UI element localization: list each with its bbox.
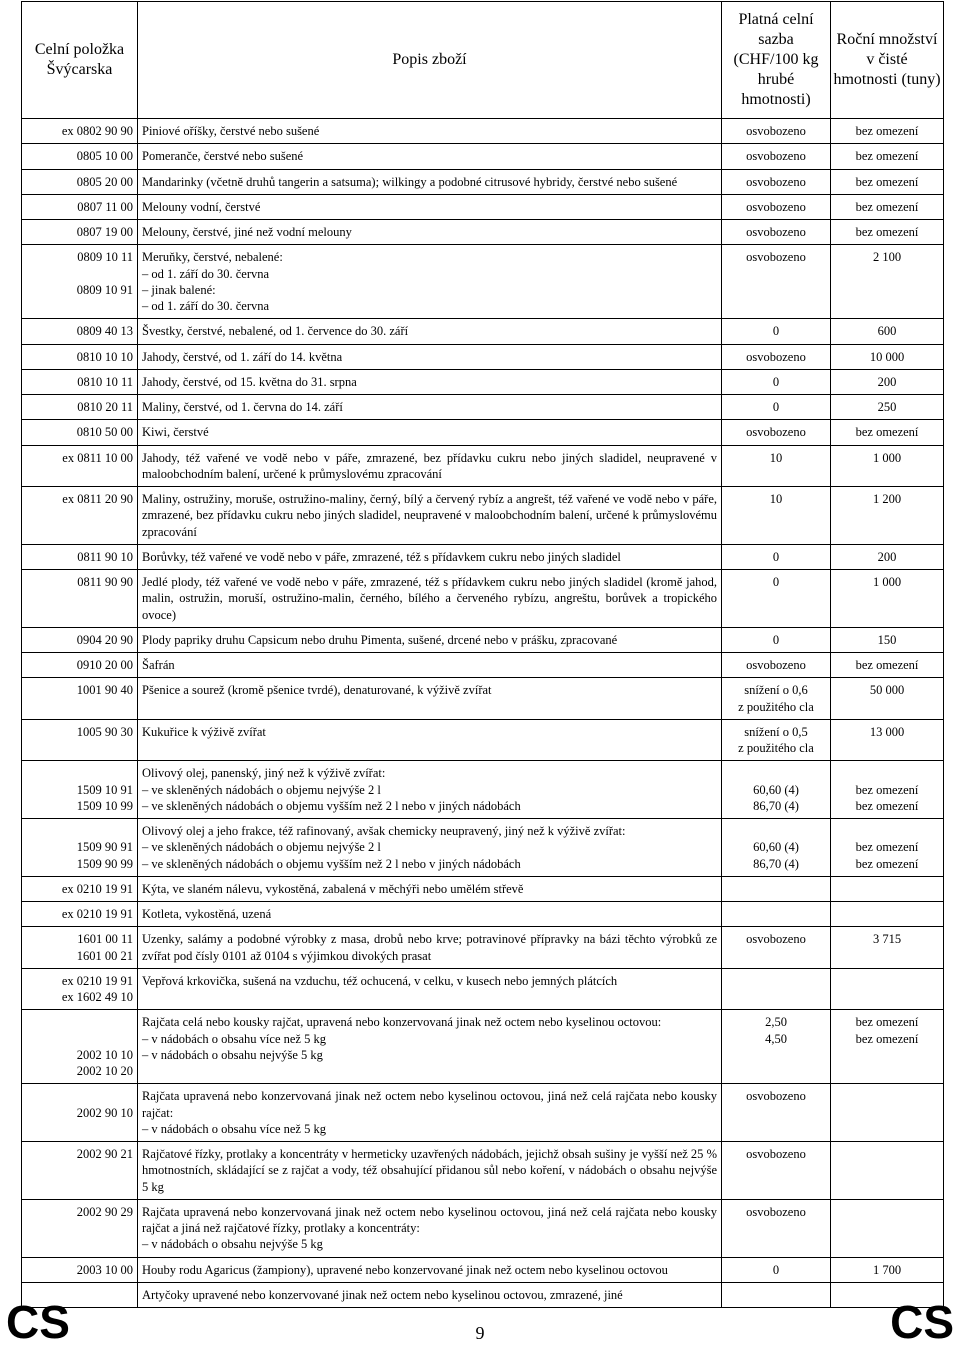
- table-row: [22, 927, 944, 969]
- cell-quantity: 1 000: [831, 445, 944, 487]
- description-line: Meruňky, čerstvé, nebalené:: [142, 250, 283, 265]
- header-description: Popis zboží: [138, 2, 722, 119]
- table-row: [22, 819, 944, 877]
- page-footer: [0, 1291, 960, 1348]
- cell-quantity: 150: [831, 627, 944, 652]
- tariff-table: [21, 1, 944, 1308]
- cell-quantity: bez omezení bez omezení: [831, 1010, 944, 1084]
- description-line: Olivový olej, panenský, jiný než k výživě zvířat:: [142, 766, 386, 781]
- cell-description: [138, 678, 722, 720]
- cell-rate: 10: [722, 445, 831, 487]
- table-row: [22, 761, 944, 819]
- table-row: [22, 245, 944, 319]
- cell-description: [138, 445, 722, 487]
- cell-quantity: 3 715: [831, 927, 944, 969]
- cell-description: [138, 1142, 722, 1200]
- description-line: Pšenice a sourež (kromě pšenice tvrdé), denaturované, k výživě zvířat: [142, 683, 492, 698]
- cell-code: ex 0210 19 91 ex 1602 49 10: [22, 968, 138, 1010]
- table-row: [22, 144, 944, 169]
- cell-code: ex 0210 19 91: [22, 902, 138, 927]
- table-row: [22, 169, 944, 194]
- table-row: [22, 1142, 944, 1200]
- description-line: Jahody, čerstvé, od 1. září do 14. května: [142, 349, 343, 364]
- cell-description: [138, 344, 722, 369]
- description-line: Olivový olej a jeho frakce, též rafinovaný, avšak chemicky neupravený, jiný než k výživě zvířat:: [142, 824, 626, 838]
- description-line: – od 1. září do 30. června: [142, 299, 270, 313]
- description-line: Houby rodu Agaricus (žampiony), upravené nebo konzervované jinak než octem nebo kyselinou octovou: [142, 1262, 668, 1277]
- description-line: Pomeranče, čerstvé nebo sušené: [142, 149, 304, 164]
- cell-description: [138, 968, 722, 1010]
- cell-quantity: 13 000: [831, 719, 944, 761]
- cell-rate: osvobozeno: [722, 169, 831, 194]
- table-row: [22, 1199, 944, 1257]
- description-line: Jahody, též vařené ve vodě nebo v páře, zmrazené, bez přídavku cukru nebo jiných sladidel, neupravené v maloobchodním balení, určené k průmyslovému zpracování: [142, 450, 717, 481]
- cell-rate: 0: [722, 369, 831, 394]
- cell-rate: [722, 968, 831, 1010]
- description-line: Artyčoky upravené nebo konzervované jinak než octem nebo kyselinou octovou, zmrazené, jiné: [142, 1287, 623, 1302]
- cell-description: [138, 761, 722, 819]
- cell-code: 2002 90 21: [22, 1142, 138, 1200]
- cell-quantity: [831, 1199, 944, 1257]
- cell-code: 2003 10 00: [22, 1257, 138, 1282]
- header-rate: Platná celní sazba (CHF/100 kg hrubé hmotnosti): [722, 2, 831, 119]
- cell-rate: snížení o 0,6 z použitého cla: [722, 678, 831, 720]
- cell-description: [138, 420, 722, 445]
- cell-rate: osvobozeno: [722, 194, 831, 219]
- cell-code: 2002 90 10: [22, 1084, 138, 1142]
- cell-rate: osvobozeno: [722, 220, 831, 245]
- cell-rate: osvobozeno: [722, 119, 831, 144]
- cell-rate: osvobozeno: [722, 1199, 831, 1257]
- description-line: Kotleta, vykostěná, uzená: [142, 907, 272, 921]
- cell-quantity: bez omezení: [831, 194, 944, 219]
- cell-code: 1509 10 91 1509 10 99: [22, 761, 138, 819]
- cell-description: [138, 927, 722, 969]
- cell-rate: osvobozeno: [722, 144, 831, 169]
- cell-rate: 60,60 (4) 86,70 (4): [722, 819, 831, 877]
- cell-description: [138, 319, 722, 344]
- description-line: Rajčata celá nebo kousky rajčat, upravená nebo konzervovaná jinak než octem nebo kyselinou octovou:: [142, 1015, 662, 1030]
- cell-quantity: [831, 902, 944, 927]
- cell-rate: 0: [722, 319, 831, 344]
- description-line: Borůvky, též vařené ve vodě nebo v páře, zmrazené, též s přídavkem cukru nebo jiných sladidel: [142, 549, 621, 564]
- cell-rate: 10: [722, 487, 831, 545]
- cell-quantity: bez omezení: [831, 220, 944, 245]
- cell-rate: osvobozeno: [722, 653, 831, 678]
- cell-quantity: bez omezení: [831, 653, 944, 678]
- cell-code: 0805 10 00: [22, 144, 138, 169]
- cell-code: 0810 50 00: [22, 420, 138, 445]
- cell-rate: [722, 876, 831, 901]
- table-row: [22, 1257, 944, 1282]
- cell-quantity: 50 000: [831, 678, 944, 720]
- cell-code: 0809 40 13: [22, 319, 138, 344]
- cell-quantity: bez omezení: [831, 144, 944, 169]
- description-line: Maliny, čerstvé, od 1. června do 14. září: [142, 400, 343, 414]
- cell-quantity: 1 200: [831, 487, 944, 545]
- description-line: Kiwi, čerstvé: [142, 425, 209, 440]
- cell-code: 1001 90 40: [22, 678, 138, 720]
- cell-quantity: bez omezení bez omezení: [831, 819, 944, 877]
- cell-description: [138, 194, 722, 219]
- cell-quantity: [831, 968, 944, 1010]
- language-mark-left: CS: [6, 1296, 70, 1348]
- cell-description: [138, 119, 722, 144]
- description-line: – od 1. září do 30. června: [142, 266, 270, 281]
- cell-description: [138, 144, 722, 169]
- cell-code: 1005 90 30: [22, 719, 138, 761]
- description-line: – ve skleněných nádobách o objemu nejvýše 2 l: [142, 840, 381, 855]
- cell-description: [138, 627, 722, 652]
- table-header: [22, 2, 944, 119]
- table-row: [22, 220, 944, 245]
- cell-description: [138, 719, 722, 761]
- cell-rate: 0: [722, 395, 831, 420]
- cell-quantity: bez omezení bez omezení: [831, 761, 944, 819]
- cell-description: [138, 220, 722, 245]
- cell-code: 0805 20 00: [22, 169, 138, 194]
- cell-description: [138, 245, 722, 319]
- table-row: [22, 876, 944, 901]
- description-line: – ve skleněných nádobách o objemu vyšším než 2 l nebo v jiných nádobách: [142, 856, 521, 871]
- table-row: [22, 570, 944, 628]
- table-row: [22, 194, 944, 219]
- cell-rate: 0: [722, 544, 831, 569]
- description-line: – ve skleněných nádobách o objemu nejvýše 2 l: [142, 782, 381, 797]
- cell-rate: osvobozeno: [722, 927, 831, 969]
- cell-code: 0910 20 00: [22, 653, 138, 678]
- table-row: [22, 627, 944, 652]
- cell-quantity: 1 000: [831, 570, 944, 628]
- cell-description: [138, 1257, 722, 1282]
- cell-quantity: bez omezení: [831, 420, 944, 445]
- cell-code: ex 0811 10 00: [22, 445, 138, 487]
- cell-code: 0811 90 10: [22, 544, 138, 569]
- table-row: [22, 395, 944, 420]
- cell-description: [138, 169, 722, 194]
- table-row: [22, 319, 944, 344]
- page-number: 9: [475, 1323, 485, 1343]
- cell-description: [138, 876, 722, 901]
- header-quantity: Roční množství v čisté hmotnosti (tuny): [831, 2, 944, 119]
- cell-description: [138, 369, 722, 394]
- table-row: [22, 678, 944, 720]
- cell-quantity: 600: [831, 319, 944, 344]
- table-body: [22, 119, 944, 1308]
- cell-description: [138, 395, 722, 420]
- cell-quantity: 200: [831, 369, 944, 394]
- description-line: Rajčata upravená nebo konzervovaná jinak než octem nebo kyselinou octovou, jiná než celá rajčata nebo kousky rajčat a jiná než rajčatové řízky, protlaky a koncentráty:: [142, 1204, 717, 1235]
- cell-rate: 0: [722, 1257, 831, 1282]
- description-line: – ve skleněných nádobách o objemu vyšším než 2 l nebo v jiných nádobách: [142, 798, 521, 813]
- table-row: [22, 1084, 944, 1142]
- cell-quantity: 250: [831, 395, 944, 420]
- cell-rate: osvobozeno: [722, 344, 831, 369]
- cell-quantity: bez omezení: [831, 119, 944, 144]
- description-line: Maliny, ostružiny, moruše, ostružino-maliny, černý, bílý a červený rybíz a angrešt, též vařené ve vodě nebo v páře, zmrazené, bez přídavku cukru nebo jiných sladidel, neupravené v maloobchodním balení, určené k průmyslovému zpracování: [142, 492, 717, 539]
- cell-code: 2002 10 10 2002 10 20: [22, 1010, 138, 1084]
- cell-code: 0807 11 00: [22, 194, 138, 219]
- table-row: [22, 445, 944, 487]
- cell-rate: osvobozeno: [722, 245, 831, 319]
- cell-code: 0904 20 90: [22, 627, 138, 652]
- cell-quantity: 10 000: [831, 344, 944, 369]
- header-code: Celní položka Švýcarska: [22, 2, 138, 119]
- description-line: – jinak balené:: [142, 282, 216, 297]
- cell-rate: 0: [722, 570, 831, 628]
- description-line: Rajčatové řízky, protlaky a koncentráty v hermeticky uzavřených nádobách, jejichž obsah sušiny je vyšší než 25 % hmotnostních, skládající se z rajčat a vody, též obsahující přidanou sůl nebo koření, v nádobách o obsahu nejvýše 5 kg: [142, 1147, 717, 1194]
- cell-rate: osvobozeno: [722, 420, 831, 445]
- cell-rate: [722, 902, 831, 927]
- table-row: [22, 119, 944, 144]
- cell-code: 0810 20 11: [22, 395, 138, 420]
- table-row: [22, 902, 944, 927]
- cell-quantity: [831, 1142, 944, 1200]
- cell-code: 0809 10 11 0809 10 91: [22, 245, 138, 319]
- description-line: Švestky, čerstvé, nebalené, od 1. července do 30. září: [142, 324, 409, 339]
- cell-quantity: [831, 1084, 944, 1142]
- description-line: Mandarinky (včetně druhů tangerin a satsuma); wilkingy a podobné citrusové hybridy, čerstvé nebo sušené: [142, 174, 678, 189]
- cell-rate: osvobozeno: [722, 1142, 831, 1200]
- cell-code: ex 0802 90 90: [22, 119, 138, 144]
- language-mark-right: CS: [890, 1296, 954, 1348]
- description-line: Kýta, ve slaném nálevu, vykostěná, zabalená v měchýři nebo umělém střevě: [142, 881, 524, 896]
- cell-description: [138, 1199, 722, 1257]
- table-row: [22, 487, 944, 545]
- cell-description: [138, 1010, 722, 1084]
- cell-rate: 60,60 (4) 86,70 (4): [722, 761, 831, 819]
- cell-quantity: bez omezení: [831, 169, 944, 194]
- cell-rate: 2,50 4,50: [722, 1010, 831, 1084]
- table-row: [22, 344, 944, 369]
- cell-description: [138, 902, 722, 927]
- cell-quantity: 200: [831, 544, 944, 569]
- description-line: – v nádobách o obsahu více než 5 kg: [142, 1121, 326, 1136]
- table-row: [22, 653, 944, 678]
- cell-description: [138, 570, 722, 628]
- cell-quantity: 1 700: [831, 1257, 944, 1282]
- description-line: Jahody, čerstvé, od 15. května do 31. srpna: [142, 374, 357, 389]
- cell-code: 0811 90 90: [22, 570, 138, 628]
- description-line: Rajčata upravená nebo konzervovaná jinak než octem nebo kyselinou octovou, jiná než celá rajčata nebo kousky rajčat:: [142, 1089, 717, 1120]
- description-line: – v nádobách o obsahu nejvýše 5 kg: [142, 1047, 323, 1062]
- description-line: Kukuřice k výživě zvířat: [142, 724, 266, 739]
- description-line: Plody papriky druhu Capsicum nebo druhu Pimenta, sušené, drcené nebo v prášku, zpracované: [142, 632, 618, 647]
- cell-description: [138, 1084, 722, 1142]
- cell-code: 0810 10 10: [22, 344, 138, 369]
- cell-quantity: 2 100: [831, 245, 944, 319]
- table-row: [22, 1010, 944, 1084]
- cell-code: ex 0210 19 91: [22, 876, 138, 901]
- description-line: – v nádobách o obsahu nejvýše 5 kg: [142, 1237, 323, 1252]
- cell-quantity: [831, 876, 944, 901]
- table-row: [22, 369, 944, 394]
- cell-description: [138, 819, 722, 877]
- cell-code: 1509 90 91 1509 90 99: [22, 819, 138, 877]
- cell-rate: osvobozeno: [722, 1084, 831, 1142]
- cell-description: [138, 653, 722, 678]
- table-row: [22, 544, 944, 569]
- table-row: [22, 719, 944, 761]
- cell-description: [138, 544, 722, 569]
- description-line: Jedlé plody, též vařené ve vodě nebo v páře, zmrazené, též s přídavkem cukru nebo jiných sladidel (kromě jahod, malin, ostružin, moruší, ostružino-malin, černého, bílého a červeného rybízu, angreštu, borůvek a tropického ovoce): [142, 575, 717, 622]
- cell-code: 2002 90 29: [22, 1199, 138, 1257]
- description-line: Piniové oříšky, čerstvé nebo sušené: [142, 124, 320, 138]
- description-line: Vepřová krkovička, sušená na vzduchu, též ochucená, v celku, v kusech nebo jemných plátcích: [142, 973, 618, 988]
- cell-code: ex 0811 20 90: [22, 487, 138, 545]
- cell-rate: 0: [722, 627, 831, 652]
- cell-rate: snížení o 0,5 z použitého cla: [722, 719, 831, 761]
- description-line: Uzenky, salámy a podobné výrobky z masa, drobů nebo krve; potravinové přípravky na bázi těchto výrobků ze zvířat pod čísly 0101 až 0104 s výjimkou divokých prasat: [142, 932, 717, 963]
- table-row: [22, 968, 944, 1010]
- cell-code: 1601 00 11 1601 00 21: [22, 927, 138, 969]
- description-line: – v nádobách o obsahu více než 5 kg: [142, 1031, 326, 1046]
- description-line: Šafrán: [142, 658, 175, 672]
- cell-description: [138, 487, 722, 545]
- cell-code: 0807 19 00: [22, 220, 138, 245]
- table-row: [22, 420, 944, 445]
- cell-code: 0810 10 11: [22, 369, 138, 394]
- description-line: Melouny, čerstvé, jiné než vodní melouny: [142, 225, 352, 239]
- description-line: Melouny vodní, čerstvé: [142, 199, 261, 214]
